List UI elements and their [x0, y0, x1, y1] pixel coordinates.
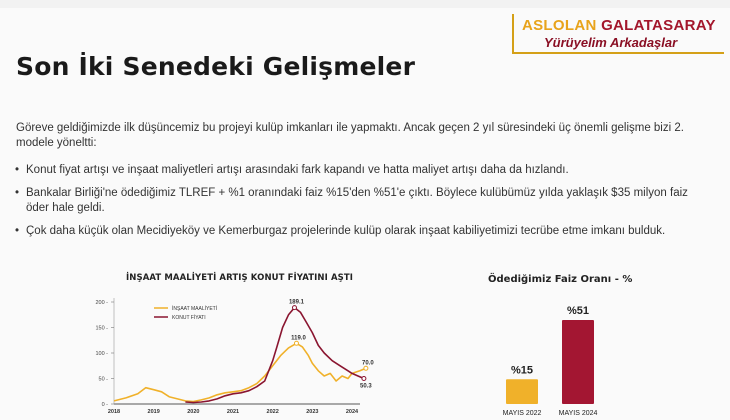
y-tick-label: 50 - — [98, 376, 108, 383]
bullet-item — [0, 163, 700, 178]
bar — [506, 379, 538, 404]
bar — [562, 320, 594, 404]
data-point — [362, 377, 366, 381]
brand-word-2: GALATASARAY — [601, 17, 716, 34]
line-chart — [78, 290, 374, 415]
brand-logo — [512, 14, 724, 54]
legend-label: İNŞAAT MAALİYETİ — [172, 306, 218, 312]
data-point — [364, 366, 368, 370]
top-bar — [0, 0, 730, 8]
x-tick-label: 2021 — [226, 409, 240, 415]
data-label: 189.1 — [288, 299, 304, 306]
data-point — [292, 306, 296, 310]
bullet-item — [0, 224, 700, 239]
data-point — [294, 341, 298, 345]
y-tick-label: 150 - — [95, 325, 108, 332]
bullet-text: Çok daha küçük olan Mecidiyeköy ve Kemerburgaz projelerinde kulüp olarak inşaat kabiliyetimizi tecrübe etme imkanı bulduk. — [26, 225, 666, 237]
y-tick-label: 0 - — [101, 402, 108, 408]
bullet-dot: • — [15, 225, 20, 237]
bar-chart — [490, 292, 630, 417]
y-tick-label: 200 - — [95, 300, 108, 306]
bullet-item — [0, 186, 700, 216]
bar-chart-title: Ödediğimiz Faiz Oranı - % — [488, 274, 633, 285]
data-label: 50.3 — [360, 383, 372, 390]
x-tick-label: 2018 — [107, 409, 121, 415]
bar-category-label: MAYIS 2024 — [558, 410, 598, 417]
x-tick-label: 2020 — [187, 409, 200, 415]
page-title: Son İki Senedeki Gelişmeler — [16, 52, 416, 81]
bar-value-label: %15 — [510, 364, 534, 377]
x-tick-label: 2024 — [345, 409, 359, 415]
intro-paragraph: Göreve geldiğimizde ilk düşüncemiz bu projeyi kulüp imkanları ile yapmaktı. Ancak geçen 2 yıl süresindeki üç önemli gelişme bizi 2. modele yöneltti: — [16, 122, 684, 149]
bar-value-label: %51 — [566, 305, 590, 317]
bullet-text: Konut fiyat artışı ve inşaat maliyetleri artışı arasındaki fark kapandı ve hatta maliyet artışı daha da hızlandı. — [26, 164, 569, 176]
y-tick-label: 100 - — [95, 351, 108, 357]
bar-category-label: MAYIS 2022 — [502, 410, 542, 417]
x-tick-label: 2019 — [147, 409, 160, 415]
line-chart-title: İNŞAAT MAALİYETİ ARTIŞ KONUT FİYATINI AŞTI — [126, 273, 354, 283]
brand-word-1: ASLOLAN — [522, 17, 597, 34]
x-tick-label: 2023 — [306, 409, 319, 415]
bullet-dot: • — [15, 164, 20, 176]
brand-slogan: Yürüyelim Arkadaşlar — [544, 35, 678, 50]
bullet-list — [0, 163, 700, 247]
bullet-text: Bankalar Birliği'ne ödediğimiz TLREF + %1 oranındaki faiz %15'den %51'e çıktı. Böylece kulübümüz yılda yaklaşık $35 milyon faiz öder hale geldi. — [26, 187, 688, 214]
x-tick-label: 2022 — [266, 409, 279, 415]
data-label: 70.0 — [362, 360, 374, 367]
brand-name — [522, 17, 716, 34]
series-line — [185, 308, 364, 403]
data-label: 119.0 — [291, 335, 306, 342]
legend-label: KONUT FİYATI — [172, 315, 206, 321]
bullet-dot: • — [15, 187, 20, 199]
